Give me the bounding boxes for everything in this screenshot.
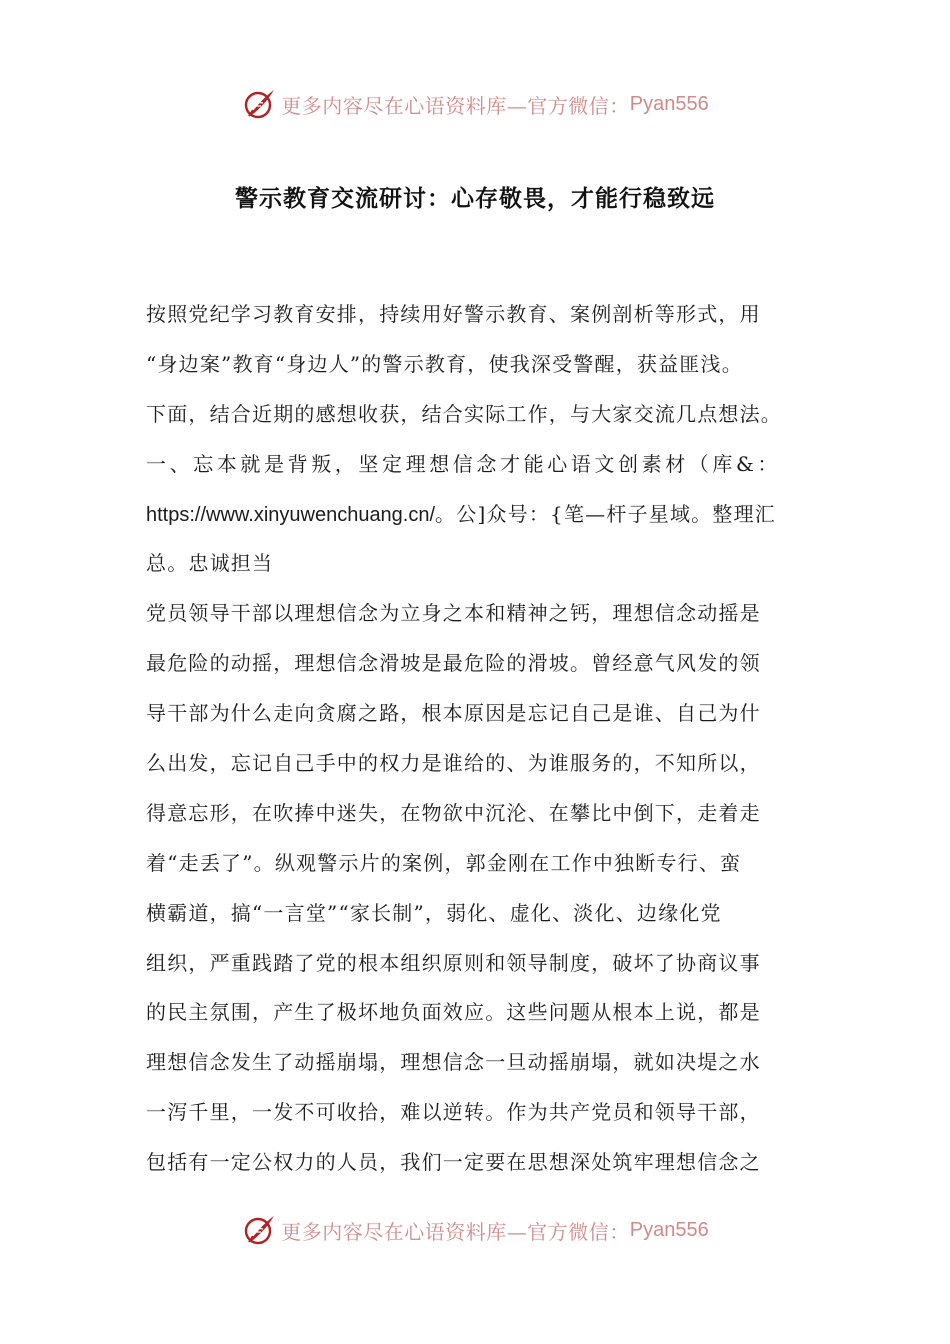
quill-logo-icon [241, 86, 277, 122]
body-line-15: 的民主氛围，产生了极坏地负面效应。这些问题从根本上说，都是 [146, 1000, 761, 1025]
document-title: 警示教育交流研讨：心存敬畏，才能行稳致远 [235, 185, 715, 212]
banner-text: 更多内容尽在心语资料库—官方微信： [281, 1219, 630, 1244]
body-line-18: 包括有一定公权力的人员，我们一定要在思想深处筑牢理想信念之 [146, 1150, 761, 1175]
body-line-7: 党员领导干部以理想信念为立身之本和精神之钙，理想信念动摇是 [146, 601, 761, 626]
header-watermark-banner [0, 82, 950, 126]
body-line-8: 最危险的动摇，理想信念滑坡是最危险的滑坡。曾经意气风发的领 [146, 651, 761, 676]
body-line-11: 得意忘形，在吹捧中迷失，在物欲中沉沦、在攀比中倒下，走着走 [146, 800, 761, 825]
body-line-4: 一、忘本就是背叛，坚定理想信念才能心语文创素材（库&： [146, 451, 782, 476]
footer-watermark-banner [0, 1208, 950, 1252]
body-line-17: 一泻千里，一发不可收拾，难以逆转。作为共产党员和领导干部， [146, 1100, 761, 1125]
body-line-5-text: 。公]众号：{笔—杆子星域。整理汇 [435, 501, 776, 526]
body-line-2: “身边案”教育“身边人”的警示教育，使我深受警醒，获益匪浅。 [146, 351, 743, 376]
body-line-1: 按照党纪学习教育安排，持续用好警示教育、案例剖析等形式，用 [146, 302, 761, 326]
quill-logo-icon [241, 1212, 277, 1248]
body-line-9: 导干部为什么走向贪腐之路，根本原因是忘记自己是谁、自己为什 [146, 701, 761, 726]
body-line-3: 下面，结合近期的感想收获，结合实际工作，与大家交流几点想法。 [146, 401, 782, 426]
body-line-10: 么出发，忘记自己手中的权力是谁给的、为谁服务的，不知所以， [146, 751, 761, 776]
source-url-link[interactable]: https://www.xinyuwenchuang.cn/ [146, 503, 436, 526]
body-line-6: 总。忠诚担当 [146, 551, 274, 576]
banner-wechat-id: Pyan556 [629, 1218, 709, 1241]
banner-wechat-id: Pyan556 [629, 92, 709, 115]
body-line-13: 横霸道，搞“一言堂”“家长制”，弱化、虚化、淡化、边缘化党 [146, 900, 722, 925]
banner-text: 更多内容尽在心语资料库—官方微信： [281, 93, 630, 118]
body-line-16: 理想信念发生了动摇崩塌，理想信念一旦动摇崩塌，就如决堤之水 [146, 1050, 761, 1075]
body-line-5 [146, 490, 826, 540]
body-line-14: 组织，严重践踏了党的根本组织原则和领导制度，破坏了协商议事 [146, 950, 761, 975]
document-body [146, 290, 826, 1188]
body-line-12: 着“走丢了”。纵观警示片的案例，郭金刚在工作中独断专行、蛮 [146, 850, 742, 875]
